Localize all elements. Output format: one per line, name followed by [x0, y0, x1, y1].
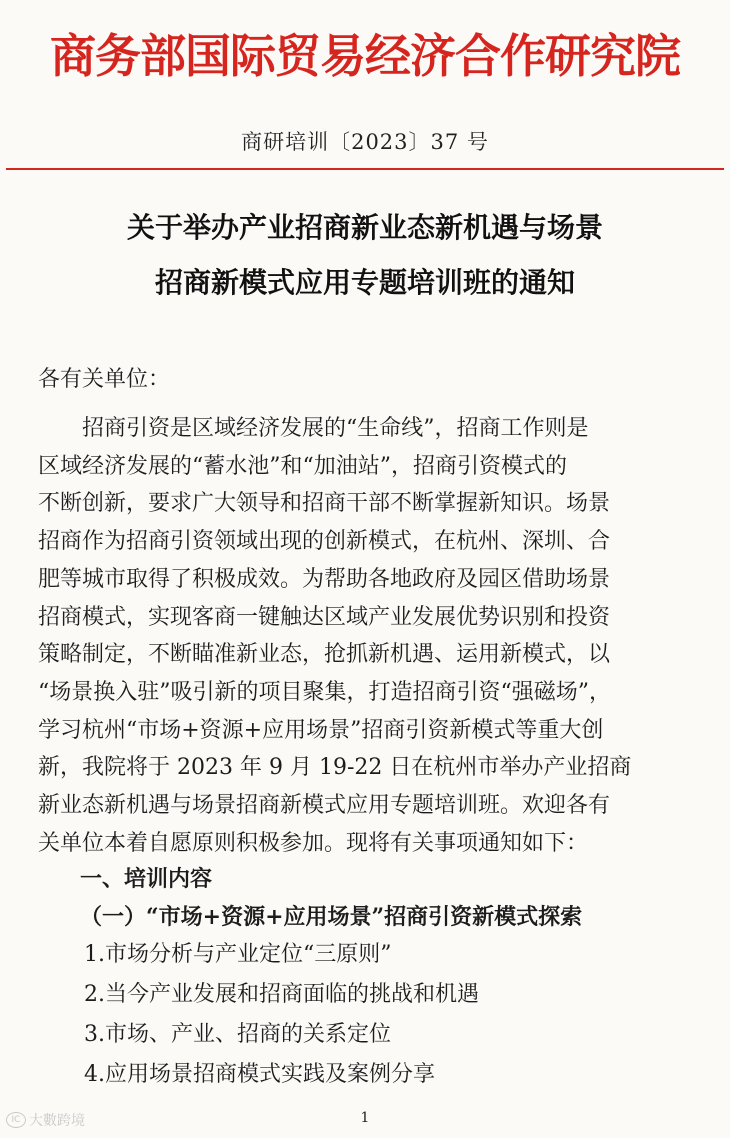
list-item: 4.应用场景招商模式实践及案例分享: [84, 1062, 435, 1087]
body-line: 肥等城市取得了积极成效。为帮助各地政府及园区借助场景: [38, 566, 611, 592]
body-paragraph: [38, 410, 718, 862]
page-number: 1: [360, 1110, 370, 1126]
body-line: 新，我院将于 2023 年 9 月 19-22 日在杭州市举办产业招商: [38, 755, 632, 781]
subsection-heading: （一）“市场+资源+应用场景”招商引资新模式探索: [80, 904, 583, 930]
body-line: 学习杭州“市场+资源+应用场景”招商引资新模式等重大创: [38, 717, 604, 743]
list-item: 3.市场、产业、招商的关系定位: [84, 1022, 391, 1047]
watermark: [6, 1110, 85, 1130]
watermark-text: 大數跨境: [29, 1113, 85, 1129]
list-item: 1.市场分析与产业定位“三原则”: [84, 942, 392, 967]
body-line: 招商模式，实现客商一键触达区域产业发展优势识别和投资: [38, 604, 611, 630]
body-line: 策略制定，不断瞄准新业态，抢抓新机遇、运用新模式，以: [38, 642, 611, 668]
list-item: 2.当今产业发展和招商面临的挑战和机遇: [84, 982, 479, 1007]
body-line: 关单位本着自愿原则积极参加。现将有关事项通知如下：: [38, 830, 589, 856]
body-line: 区域经济发展的“蓄水池”和“加油站”，招商引资模式的: [38, 453, 567, 479]
notice-title-line-1: 关于举办产业招商新业态新机遇与场景: [126, 211, 603, 244]
body-line: “场景换入驻”吸引新的项目聚集，打造招商引资“强磁场”，: [38, 679, 611, 705]
watermark-logo-icon: IC: [6, 1112, 26, 1128]
notice-title-line-2: 招商新模式应用专题培训班的通知: [154, 266, 575, 299]
body-line: 不断创新，要求广大领导和招商干部不断掌握新知识。场景: [38, 491, 611, 517]
body-line: 招商作为招商引资领域出现的创新模式，在杭州、深圳、合: [38, 529, 611, 555]
salutation: 各有关单位：: [38, 367, 171, 392]
training-item-list: [84, 938, 479, 1098]
institution-header: 商务部国际贸易经济合作研究院: [50, 29, 680, 83]
red-divider-line: [6, 168, 724, 170]
body-line: 招商引资是区域经济发展的“生命线”，招商工作则是: [38, 416, 589, 441]
section-heading-training-content: 一、培训内容: [80, 867, 213, 892]
body-line: 新业态新机遇与场景招商新模式应用专题培训班。欢迎各有: [38, 793, 611, 819]
document-number: 商研培训〔2023〕37 号: [241, 130, 489, 154]
